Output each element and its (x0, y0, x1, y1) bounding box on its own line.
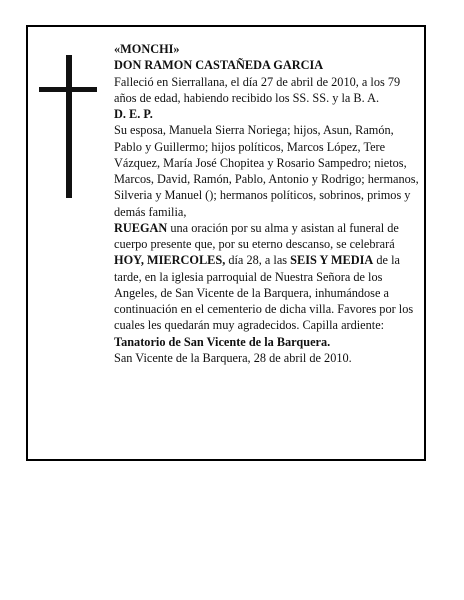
chapel-name: Tanatorio de San Vicente de la Barquera. (114, 334, 331, 349)
request-text-2: día 28, a las (225, 253, 291, 268)
funeral-request (114, 220, 420, 350)
dep-text: D. E. P. (114, 107, 153, 121)
death-statement: Falleció en Sierrallana, el día 27 de abril de 2010, a los 79 años de edad, habiendo recibido los SS. SS. y la B. A. (114, 74, 401, 105)
request-text-1: una oración por su alma y asistan al funeral de cuerpo presente que, por su eterno descanso, se celebrará (114, 220, 399, 251)
cross-vertical-bar (66, 55, 72, 198)
cross-horizontal-bar (39, 87, 97, 92)
family-list: Su esposa, Manuela Sierra Noriega; hijos, Asun, Ramón, Pablo y Guillermo; hijos políticos, Marcos López, Tere Vázquez, María José Chopitea y Rosario Sampedro; nietos, Marcos, David, Ramón, Pablo, Antonio y Rodrigo; hermanos, Silveria y Manuel (); hermanos políticos, sobrinos, primos y demás familia, (114, 123, 419, 219)
nickname: «MONCHI» (114, 42, 180, 56)
obituary-notice (26, 25, 426, 461)
cross-icon (39, 55, 97, 198)
request-word: RUEGAN (114, 220, 168, 235)
deceased-name: DON RAMON CASTAÑEDA GARCIA (114, 58, 324, 73)
obituary-text (114, 41, 420, 366)
funeral-time: SEIS Y MEDIA (290, 253, 374, 268)
request-text-3: de la tarde, en la iglesia parroquial de Nuestra Señora de los Angeles, de San Vicente de la Barquera, inhumándose a continuación en el cementerio de dicha villa. Favores por los cuales les quedarán muy agradecidos. Capilla ardiente: (114, 253, 414, 333)
funeral-day: HOY, MIERCOLES, (114, 253, 226, 268)
place-date: San Vicente de la Barquera, 28 de abril de 2010. (114, 350, 352, 365)
